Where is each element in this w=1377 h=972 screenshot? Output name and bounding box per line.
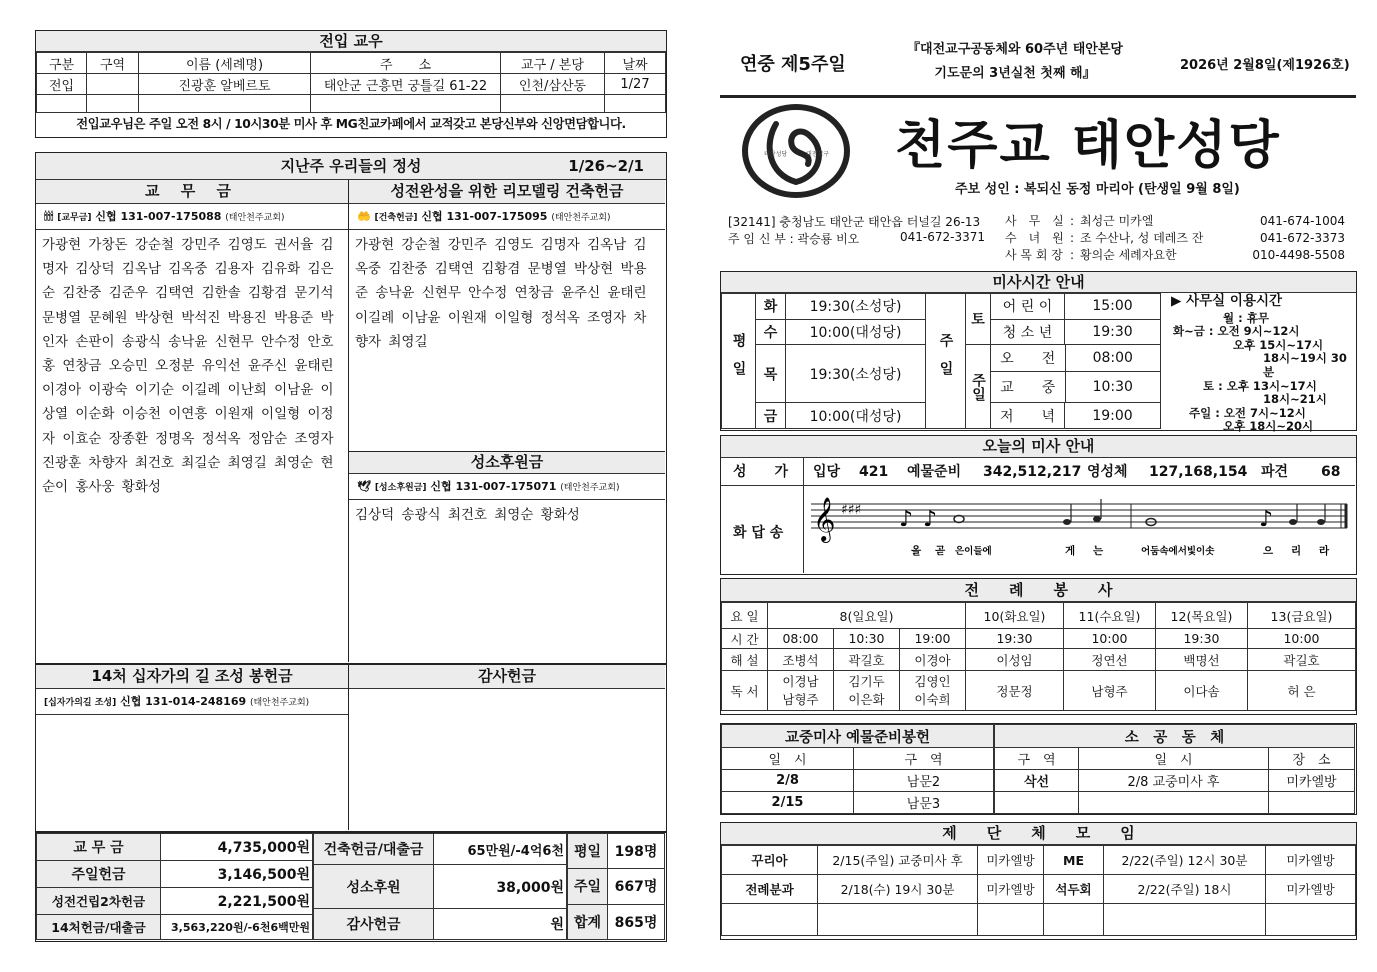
- cross-account-label: [십자가의길 조성]: [44, 698, 117, 708]
- parish-logo: [742, 104, 850, 198]
- hymn-dismissal-num: 68: [1321, 464, 1341, 480]
- offering-prep-area: 남문3: [854, 792, 994, 814]
- mid-value: 원: [434, 909, 567, 940]
- group-time: 2/15(주일) 교중미사 후: [818, 846, 978, 875]
- thanks-title: 감사헌금: [349, 665, 665, 689]
- sun-mass-time: 08:00: [1065, 345, 1160, 371]
- liturgy-time: 19:00: [900, 629, 966, 649]
- today-mass-title: 오늘의 미사 안내: [721, 436, 1356, 458]
- transfer-note: 전입교우님은 주일 오전 8시 / 10시30분 미사 후 MG친교카페에서 교적갖고 본당신부와 신앙면담합니다.: [76, 117, 626, 131]
- community-time: 2/8 교중미사 후: [1079, 770, 1269, 792]
- staff-row: 수 녀 원 : 조 수산나, 성 데레즈 잔 041-672-3373: [1005, 231, 1345, 245]
- sharp-icon: ♯♯♯: [841, 502, 862, 518]
- candle-icon: 🕯🕯🕯: [44, 210, 54, 223]
- totals-section: [35, 832, 667, 942]
- motto-line-2: 기도문의 3년실천 첫째 해』: [934, 66, 1096, 81]
- season-title: 연중 제5주일: [740, 54, 846, 75]
- note-head: [1289, 519, 1297, 525]
- lyric: 리: [1291, 545, 1302, 557]
- office-line: 월 : 휴무: [1223, 310, 1269, 325]
- address: [32141] 충청남도 태안군 태안읍 터널길 26-13: [728, 215, 981, 229]
- offering-prep-date: 2/8: [722, 770, 854, 792]
- hymn-row: [721, 458, 1355, 486]
- psalm-label: 화 답 송: [733, 525, 784, 541]
- liturgy-commentator: 이성임: [966, 649, 1064, 671]
- liturgy-reader: 김영인 이숙희: [900, 671, 966, 711]
- hymn-communion-num: 127,168,154: [1149, 464, 1248, 480]
- sun-mass-name: 오 전: [991, 345, 1065, 371]
- support-account-number: 신협 131-007-175071: [430, 480, 557, 493]
- liturgy-time: 19:30: [1156, 629, 1248, 649]
- issue-date: 2026년 2월8일(제1926호): [1180, 58, 1350, 73]
- liturgy-commentator: 이경아: [900, 649, 966, 671]
- motto: [880, 38, 1150, 86]
- note-icon: ♪: [923, 507, 938, 532]
- cross-account-number: 신협 131-014-248169: [120, 695, 247, 708]
- office-hours-title: ▶ 사무실 이용시간: [1171, 293, 1283, 309]
- attendance-value: 667명: [608, 869, 665, 904]
- office-line: 주일 : 오전 7시~12시: [1189, 405, 1306, 420]
- transfer-cell: [87, 74, 139, 95]
- totals-mid: [313, 833, 567, 940]
- attendance-table: [567, 833, 665, 940]
- weekday-day: 금: [756, 403, 786, 429]
- total-label: 교 무 금: [37, 834, 161, 861]
- hymn-communion-label: 영성체: [1087, 464, 1128, 480]
- liturgy-section: [720, 578, 1357, 715]
- liturgy-commentator: 곽길호: [1248, 649, 1356, 671]
- note-icon: ♪: [899, 507, 914, 532]
- support-title: 성소후원금: [349, 452, 665, 474]
- logo-text-right: 대전교구: [806, 151, 830, 158]
- staff-row: 사 목 회 장 : 황의순 세례자요한 010-4498-5508: [1005, 248, 1345, 262]
- offering-prep-title: 교중미사 예물준비봉헌: [722, 725, 994, 748]
- note-head: [1093, 516, 1101, 522]
- office-line: 화~금 : 오전 9시~12시: [1173, 324, 1300, 339]
- offering-header: [36, 153, 666, 180]
- mid-label: 성소후원: [314, 865, 434, 909]
- total-label: 성전건립2차헌금: [37, 888, 161, 915]
- sun-mass-name: 교 중: [991, 371, 1065, 402]
- lyric: 어둠속에서빛이솟: [1141, 546, 1215, 557]
- gyomu-column: [36, 180, 349, 662]
- group-place: 미카엘방: [978, 846, 1044, 875]
- transfer-cell: 인천/삼산동: [501, 74, 605, 95]
- transfer-header: 교구 / 본당: [501, 53, 605, 74]
- group-place: 미카엘방: [1266, 875, 1356, 904]
- hymn-entrance-label: 입당: [813, 464, 841, 480]
- hymn-entrance-num: 421: [859, 464, 889, 480]
- support-account: [349, 474, 665, 500]
- attendance-value: 198명: [608, 834, 665, 869]
- total-value: 3,146,500원: [161, 861, 313, 888]
- mid-label: 감사헌금: [314, 909, 434, 940]
- dove-icon: 🕊: [357, 480, 371, 493]
- sun-sub-label: 주일: [966, 345, 991, 429]
- attendance-label: 합계: [568, 904, 608, 939]
- hymn-offertory-num: 342,512,217: [983, 464, 1082, 480]
- transfer-title: 전입 교우: [36, 31, 666, 52]
- hymn-offertory-label: 예물준비: [907, 464, 962, 480]
- groups-title: 제 단 체 모 임: [721, 823, 1356, 845]
- office-line: 18시~19시 30분: [1263, 351, 1347, 379]
- weekday-time: 19:30(소성당): [786, 345, 926, 403]
- weekday-time: 10:00(대성당): [786, 403, 926, 429]
- gyomu-account-label: [교무금]: [57, 213, 92, 223]
- liturgy-commentator: 백명선: [1156, 649, 1248, 671]
- group-place: 미카엘방: [978, 875, 1044, 904]
- group-place: 미카엘방: [1266, 846, 1356, 875]
- lyric: 라: [1319, 545, 1330, 557]
- group-name: 석두회: [1044, 875, 1104, 904]
- liturgy-row-label: 시 간: [722, 629, 768, 649]
- liturgy-time: 10:00: [1064, 629, 1156, 649]
- office-line: 토 : 오후 13시~17시: [1203, 378, 1317, 393]
- mass-times-table: [721, 293, 1161, 429]
- liturgy-title: 전 례 봉 사: [721, 579, 1356, 602]
- total-value: 3,563,220원/-6천6백만원: [161, 915, 313, 940]
- offering-date: 1/26~2/1: [568, 157, 644, 175]
- group-time: 2/22(주일) 18시: [1104, 875, 1266, 904]
- cross-section: [35, 664, 667, 832]
- gyomu-account-number: 신협 131-007-175088: [95, 210, 222, 223]
- group-name: 꾸리아: [722, 846, 818, 875]
- liturgy-time: 08:00: [768, 629, 834, 649]
- weekday-time: 19:30(소성당): [786, 294, 926, 320]
- building-account: [349, 204, 665, 230]
- groups-table: [721, 845, 1356, 936]
- note-head: [1317, 519, 1325, 525]
- transfer-cell: 전입: [37, 74, 87, 95]
- support-names: 김상덕 송광식 최건호 최영순 황화성: [355, 507, 580, 523]
- weekday-day: 수: [756, 319, 786, 345]
- weekday-day: 목: [756, 345, 786, 403]
- staff-list: [1005, 213, 1345, 264]
- offering-prep-table: [721, 724, 994, 814]
- logo-text-left: 태안성당: [764, 151, 788, 158]
- priest-phone: 041-672-3371: [900, 230, 986, 244]
- transfer-header: 날짜: [605, 53, 666, 74]
- community-table: [994, 724, 1355, 814]
- gyomu-account: [36, 204, 348, 230]
- building-title: 성전완성을 위한 리모델링 건축헌금: [349, 180, 665, 204]
- liturgy-row-label: 독 서: [722, 671, 768, 711]
- total-label: 14처헌금/대출금: [37, 915, 161, 940]
- weekday-label: 평일: [722, 294, 756, 429]
- cross-account: [36, 689, 348, 715]
- transfer-section: [35, 30, 667, 138]
- sunday-label: 주일: [926, 294, 966, 429]
- liturgy-row-label: 해 설: [722, 649, 768, 671]
- total-label: 주일헌금: [37, 861, 161, 888]
- totals-left: [36, 833, 313, 940]
- transfer-header: 구역: [87, 53, 139, 74]
- thanks-column: [349, 665, 665, 830]
- liturgy-day: 12(목요일): [1156, 603, 1248, 629]
- group-name: 전례분과: [722, 875, 818, 904]
- note-icon: ♪: [1259, 507, 1274, 532]
- cross-account-owner: (태안천주교회): [249, 698, 310, 708]
- transfer-header: 이름 (세례명): [139, 53, 311, 74]
- offering-prep-header: 구 역: [854, 748, 994, 770]
- prep-community-section: [720, 723, 1357, 815]
- community-header: 장 소: [1269, 748, 1355, 770]
- building-account-label: [건축헌금]: [374, 213, 418, 223]
- community-place: 미카엘방: [1269, 770, 1355, 792]
- mid-value: 38,000원: [434, 865, 567, 909]
- office-line: 오후 18시~20시: [1223, 419, 1314, 434]
- transfer-cell: 1/27: [605, 74, 666, 95]
- cross-title: 14처 십자가의 길 조성 봉헌금: [36, 665, 348, 689]
- lyric: 은이들에: [955, 546, 992, 557]
- total-value: 2,221,500원: [161, 888, 313, 915]
- mass-times-section: [720, 271, 1357, 434]
- transfer-header: 주 소: [311, 53, 501, 74]
- liturgy-commentator: 곽길호: [834, 649, 900, 671]
- sat-mass-name: 어 린 이: [991, 294, 1065, 320]
- mid-label: 건축헌금/대출금: [314, 834, 434, 865]
- gyomu-title: 교 무 금: [36, 180, 348, 204]
- liturgy-reader: 김기두 이은화: [834, 671, 900, 711]
- community-header: 구 역: [995, 748, 1079, 770]
- sun-mass-time: 10:30: [1092, 379, 1133, 396]
- sat-mass-time: 19:30: [1065, 319, 1161, 345]
- liturgy-time: 10:00: [1248, 629, 1356, 649]
- header-rule: [720, 95, 1356, 98]
- mass-times-title: 미사시간 안내: [721, 272, 1356, 293]
- offering-prep-date: 2/15: [722, 792, 854, 814]
- liturgy-reader: 정문정: [966, 671, 1064, 711]
- motto-line-1: 『대전교구공동체와 60주년 태안본당: [907, 42, 1123, 57]
- transfer-header: 구분: [37, 53, 87, 74]
- hands-icon: 🤲: [357, 210, 371, 223]
- building-names: 가광현 강순철 강민주 김영도 김명자 김옥남 김옥중 김찬중 김택연 김황겸 문병열 박상현 박용준 송낙윤 신현무 안수정 연창금 윤주신 윤태린 이길례 이남윤 이원재 이일형 정석옥 조영자 차향자 최영길: [355, 237, 647, 350]
- offering-title: 지난주 우리들의 정성: [280, 157, 422, 175]
- transfer-cell: 진광훈 알베르토: [139, 74, 311, 95]
- hymn-dismissal-label: 파견: [1261, 464, 1289, 480]
- liturgy-day: 11(수요일): [1064, 603, 1156, 629]
- attendance-label: 주일: [568, 869, 608, 904]
- psalm-score: [811, 490, 1351, 570]
- community-header: 일 시: [1079, 748, 1269, 770]
- sat-mass-time: 15:00: [1065, 294, 1161, 320]
- attendance-label: 평일: [568, 834, 608, 869]
- support-account-label: [성소후원금]: [374, 483, 427, 493]
- gyomu-account-owner: (태안천주교회): [225, 213, 285, 223]
- building-account-number: 신협 131-007-175095: [421, 210, 548, 223]
- liturgy-reader: 이다솜: [1156, 671, 1248, 711]
- groups-section: [720, 822, 1357, 940]
- gyomu-names: 가광현 가창돈 강순철 강민주 김영도 권서율 김명자 김상덕 김옥남 김옥중 김용자 김유화 김은순 김찬중 김준우 김택연 김한솔 김황겸 문기석 문병열 문혜원 박상현 박석진 박용진 박용준 박인자 손판이 송광식 송낙윤 신현무 안수정 안호홍 연창금 오승민 오정분 유익선 윤주신 윤태린 이경아 이광숙 이기순 이길례 이난희 이남윤 이상열 이순화 이승천 이연흥 이원재 이일형 이정자 이효순 장종환 정명옥 정석옥 정암순 조영자 진광훈 차향자 최건호 최길순 최영길 최영순 현순이 홍사웅 황화성: [42, 237, 334, 496]
- priest: 주 임 신 부 : 곽승룡 비오: [728, 232, 860, 246]
- liturgy-reader: 이경남 남형주: [768, 671, 834, 711]
- liturgy-reader: 허 은: [1248, 671, 1356, 711]
- liturgy-day: 8(일요일): [768, 603, 966, 629]
- attendance-value: 865명: [608, 904, 665, 939]
- transfer-cell: 태안군 근흥면 궁틀길 61-22: [311, 74, 501, 95]
- note-head: [1063, 519, 1071, 525]
- liturgy-day: 10(화요일): [966, 603, 1064, 629]
- patron: 주보 성인 : 복되신 동정 마리아 (탄생일 9월 8일): [955, 182, 1240, 197]
- hymn-label: 성 가: [733, 464, 789, 480]
- group-name: ME: [1044, 846, 1104, 875]
- weekday-day: 화: [756, 294, 786, 320]
- transfer-table: [36, 52, 666, 113]
- liturgy-time: 10:30: [834, 629, 900, 649]
- sat-mass-name: 청 소 년: [991, 319, 1065, 345]
- liturgy-day: 13(금요일): [1248, 603, 1356, 629]
- building-account-owner: (태안천주교회): [551, 213, 611, 223]
- liturgy-row-label: 요 일: [722, 603, 768, 629]
- sun-mass-time: 19:00: [1065, 403, 1161, 429]
- treble-clef-icon: 𝄞: [813, 497, 836, 541]
- office-line: 오후 15시~17시: [1233, 337, 1324, 352]
- liturgy-time: 19:30: [966, 629, 1064, 649]
- building-column: [349, 180, 665, 452]
- lyric: 곧: [935, 545, 946, 557]
- lyric: 게: [1065, 545, 1076, 557]
- saturday-label: 토: [966, 294, 991, 345]
- mid-value: 65만원/-4억6천: [434, 834, 567, 865]
- staff-row: 사 무 실 : 최성근 미카엘 041-674-1004: [1005, 214, 1345, 228]
- group-time: 2/18(수) 19시 30분: [818, 875, 978, 904]
- liturgy-commentator: 조병석: [768, 649, 834, 671]
- weekday-time: 10:00(대성당): [786, 319, 926, 345]
- lyric: 으: [1263, 545, 1274, 557]
- parish-name: 천주교 태안성당: [895, 115, 1281, 176]
- today-mass-section: [720, 435, 1357, 575]
- sun-mass-name: 저 녁: [991, 403, 1065, 429]
- support-account-owner: (태안천주교회): [560, 483, 620, 493]
- community-area: 삭선: [995, 770, 1079, 792]
- cross-column: [36, 665, 349, 830]
- lyric: 는: [1093, 545, 1104, 557]
- liturgy-commentator: 정연선: [1064, 649, 1156, 671]
- support-column: [349, 452, 665, 662]
- total-value: 4,735,000원: [161, 834, 313, 861]
- offering-prep-header: 일 시: [722, 748, 854, 770]
- offering-prep-area: 남문2: [854, 770, 994, 792]
- liturgy-table: [721, 602, 1356, 711]
- lyric: 올: [911, 545, 922, 557]
- office-hours: [1163, 295, 1355, 434]
- offering-section: [35, 152, 667, 664]
- liturgy-reader: 남형주: [1064, 671, 1156, 711]
- community-title: 소 공 동 체: [995, 725, 1355, 748]
- office-line: 18시~21시: [1263, 392, 1327, 407]
- group-time: 2/22(주일) 12시 30분: [1104, 846, 1266, 875]
- note-head: [954, 516, 964, 523]
